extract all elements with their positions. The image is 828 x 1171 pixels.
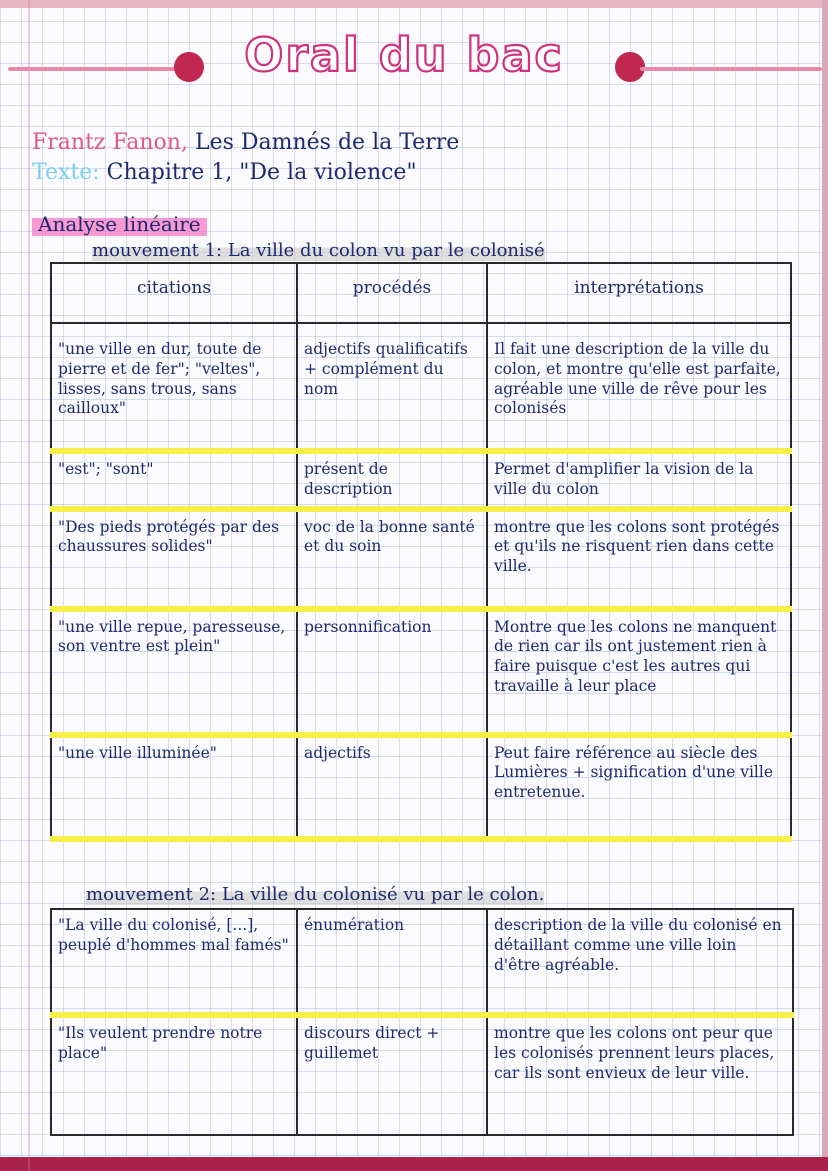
procede-cell: adjectifs bbox=[297, 735, 487, 839]
interpretation-cell: description de la ville du colonisé en détaillant comme une ville loin d'être agréable. bbox=[487, 909, 793, 1015]
table-row bbox=[51, 509, 791, 609]
movement-2-title: mouvement 2: La ville du colonisé vu par le colon. bbox=[86, 884, 545, 905]
table-row bbox=[51, 1015, 793, 1135]
movement-1-table bbox=[50, 262, 792, 842]
title-decoration-left bbox=[8, 67, 184, 71]
citation-cell: "est"; "sont" bbox=[51, 451, 297, 509]
table-header-row bbox=[51, 263, 791, 323]
interpretation-cell: montre que les colons ont peur que les colonisés prennent leurs places, car ils sont envieux de leur ville. bbox=[487, 1015, 793, 1135]
text-reference bbox=[32, 160, 417, 185]
work-title: Les Damnés de la Terre bbox=[194, 130, 460, 155]
margin-line bbox=[28, 0, 30, 1171]
page-top-border bbox=[0, 0, 828, 8]
citation-cell: "Des pieds protégés par des chaussures solides" bbox=[51, 509, 297, 609]
citation-cell: "La ville du colonisé, [...], peuplé d'hommes mal famés" bbox=[51, 909, 297, 1015]
citation-cell: "une ville en dur, toute de pierre et de fer"; "veltes", lisses, sans trous, sans cailloux" bbox=[51, 323, 297, 451]
texte-label: Texte: bbox=[32, 160, 100, 185]
header-citations: citations bbox=[51, 263, 297, 323]
table-row bbox=[51, 609, 791, 735]
binder-hole-left bbox=[174, 52, 204, 82]
interpretation-cell: Il fait une description de la ville du colon, et montre qu'elle est parfaite, agréable une ville de rêve pour les colonisés bbox=[487, 323, 791, 451]
interpretation-cell: Permet d'amplifier la vision de la ville du colon bbox=[487, 451, 791, 509]
table-row bbox=[51, 735, 791, 839]
author-name: Frantz Fanon bbox=[32, 130, 181, 155]
procede-cell: présent de description bbox=[297, 451, 487, 509]
page-right-border bbox=[822, 0, 828, 1171]
movement-2-table bbox=[50, 908, 794, 1136]
page-title: Oral du bac bbox=[244, 28, 564, 82]
procede-cell: énumération bbox=[297, 909, 487, 1015]
movement-1-title: mouvement 1: La ville du colon vu par le colonisé bbox=[92, 240, 545, 261]
interpretation-cell: Peut faire référence au siècle des Lumières + signification d'une ville entretenue. bbox=[487, 735, 791, 839]
citation-cell: "Ils veulent prendre notre place" bbox=[51, 1015, 297, 1135]
table-row bbox=[51, 323, 791, 451]
page-bottom-border bbox=[0, 1157, 828, 1171]
header-procedes: procédés bbox=[297, 263, 487, 323]
title-decoration-right bbox=[640, 67, 822, 71]
table-row bbox=[51, 451, 791, 509]
table-row bbox=[51, 909, 793, 1015]
citation-cell: "une ville illuminée" bbox=[51, 735, 297, 839]
procede-cell: adjectifs qualificatifs + complément du nom bbox=[297, 323, 487, 451]
procede-cell: discours direct + guillemet bbox=[297, 1015, 487, 1135]
section-title: Analyse linéaire bbox=[32, 212, 207, 236]
interpretation-cell: montre que les colons sont protégés et qu'ils ne risquent rien dans cette ville. bbox=[487, 509, 791, 609]
citation-cell: "une ville repue, paresseuse, son ventre est plein" bbox=[51, 609, 297, 735]
procede-cell: voc de la bonne santé et du soin bbox=[297, 509, 487, 609]
interpretation-cell: Montre que les colons ne manquent de rien car ils ont justement rien à faire puisque c'est les autres qui travaille à leur place bbox=[487, 609, 791, 735]
chapter-title: Chapitre 1, "De la violence" bbox=[106, 160, 417, 185]
procede-cell: personnification bbox=[297, 609, 487, 735]
header-interpretations: interprétations bbox=[487, 263, 791, 323]
work-reference: Frantz Fanon, Les Damnés de la Terre bbox=[32, 130, 460, 155]
